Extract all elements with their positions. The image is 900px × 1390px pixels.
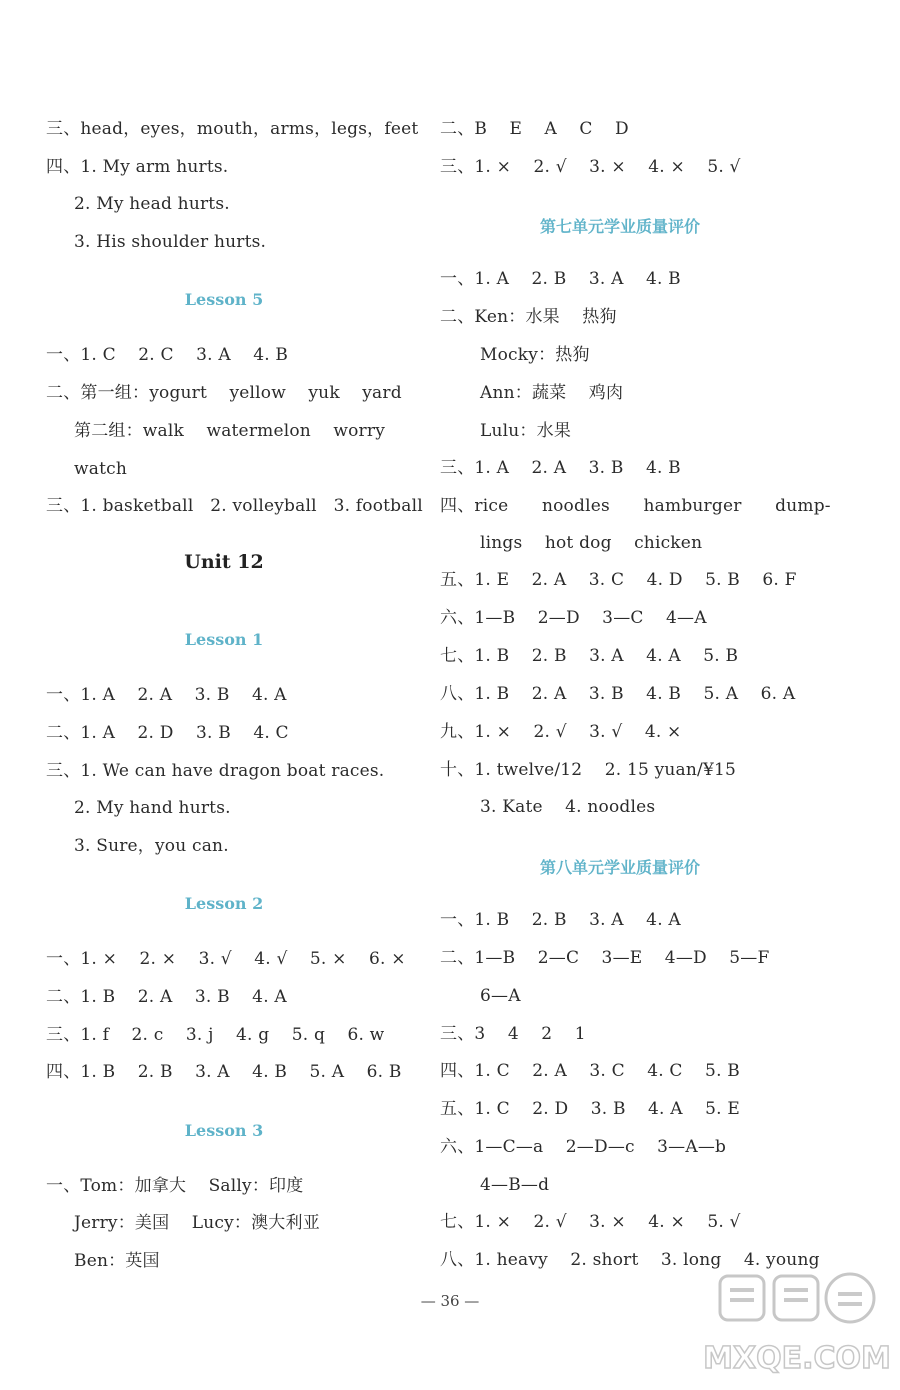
- answer-line: 2. My head hurts.: [74, 194, 230, 214]
- answer-line: Ben：英国: [74, 1251, 160, 1271]
- answer-line: 二、1—B 2—C 3—E 4—D 5—F: [440, 948, 770, 968]
- section-heading: 第七单元学业质量评价: [539, 217, 700, 236]
- lesson-heading: Lesson 5: [184, 290, 264, 309]
- answer-line: 4—B—d: [480, 1175, 550, 1195]
- answer-line: 四、1. B 2. B 3. A 4. B 5. A 6. B: [46, 1062, 402, 1082]
- unit-heading: Unit 12: [184, 551, 264, 573]
- answer-line: Jerry：美国 Lucy：澳大利亚: [74, 1213, 320, 1233]
- answer-line: 三、1. f 2. c 3. j 4. g 5. q 6. w: [46, 1025, 385, 1045]
- answer-line: 四、1. My arm hurts.: [46, 157, 229, 177]
- answer-line: 三、1. basketball 2. volleyball 3. football: [46, 496, 423, 516]
- answer-line: 七、1. B 2. B 3. A 4. A 5. B: [440, 646, 739, 666]
- answer-line: 六、1—B 2—D 3—C 4—A: [440, 608, 707, 628]
- answer-line: 六、1—C—a 2—D—c 3—A—b: [440, 1137, 727, 1157]
- answer-line: 3. His shoulder hurts.: [74, 232, 267, 252]
- answer-line: 2. My hand hurts.: [74, 798, 231, 818]
- answer-line: 三、head，eyes，mouth，arms，legs，feet: [46, 119, 419, 139]
- answer-line: 三、3 4 2 1: [440, 1024, 586, 1044]
- section-heading: 第八单元学业质量评价: [539, 858, 700, 877]
- answer-line: 八、1. heavy 2. short 3. long 4. young: [440, 1250, 820, 1270]
- answer-line: Ann：蔬菜 鸡肉: [480, 383, 624, 403]
- answer-line: 一、Tom：加拿大 Sally：印度: [46, 1176, 304, 1196]
- lesson-heading: Lesson 3: [184, 1121, 264, 1140]
- answer-line: 七、1. × 2. √ 3. × 4. × 5. √: [440, 1212, 741, 1232]
- answer-line: 三、1. A 2. A 3. B 4. B: [440, 458, 681, 478]
- answer-line: 二、B E A C D: [440, 119, 629, 139]
- answer-line: 一、1. B 2. B 3. A 4. A: [440, 910, 681, 930]
- answer-line: 二、Ken：水果 热狗: [440, 307, 617, 327]
- answer-line: 3. Sure，you can.: [74, 836, 229, 856]
- answer-line: Mocky：热狗: [480, 345, 590, 365]
- answer-line: 二、1. B 2. A 3. B 4. A: [46, 987, 287, 1007]
- svg-text:MXQE.COM: MXQE.COM: [703, 1341, 891, 1376]
- answer-line: 一、1. C 2. C 3. A 4. B: [46, 345, 289, 365]
- answer-line: 九、1. × 2. √ 3. √ 4. ×: [440, 722, 682, 742]
- answer-line: 第二组：walk watermelon worry: [74, 421, 386, 441]
- lesson-heading: Lesson 2: [184, 894, 264, 913]
- answer-line: 6—A: [480, 986, 521, 1006]
- answer-line: 二、第一组：yogurt yellow yuk yard: [46, 383, 402, 403]
- answer-line: 五、1. E 2. A 3. C 4. D 5. B 6. F: [440, 570, 797, 590]
- answer-line: 五、1. C 2. D 3. B 4. A 5. E: [440, 1099, 740, 1119]
- answer-line: lings hot dog chicken: [480, 533, 703, 553]
- lesson-heading: Lesson 1: [184, 630, 264, 649]
- watermark-logo: [702, 1266, 892, 1386]
- answer-line: 一、1. A 2. B 3. A 4. B: [440, 269, 681, 289]
- answer-line: 3. Kate 4. noodles: [480, 797, 656, 817]
- answer-line: 二、1. A 2. D 3. B 4. C: [46, 723, 289, 743]
- answer-line: 三、1. × 2. √ 3. × 4. × 5. √: [440, 157, 741, 177]
- answer-line: 一、1. A 2. A 3. B 4. A: [46, 685, 287, 705]
- answer-line: 三、1. We can have dragon boat races.: [46, 761, 385, 781]
- answer-line: 十、1. twelve/12 2. 15 yuan/¥15: [440, 760, 737, 780]
- answer-line: 四、rice noodles hamburger dump-: [440, 496, 831, 516]
- answer-line: 一、1. × 2. × 3. √ 4. √ 5. × 6. ×: [46, 949, 406, 969]
- page-number: — 36 —: [420, 1292, 480, 1310]
- answer-line: 四、1. C 2. A 3. C 4. C 5. B: [440, 1061, 740, 1081]
- answer-line: watch: [74, 459, 127, 479]
- answer-line: Lulu：水果: [480, 421, 572, 441]
- answer-line: 八、1. B 2. A 3. B 4. B 5. A 6. A: [440, 684, 796, 704]
